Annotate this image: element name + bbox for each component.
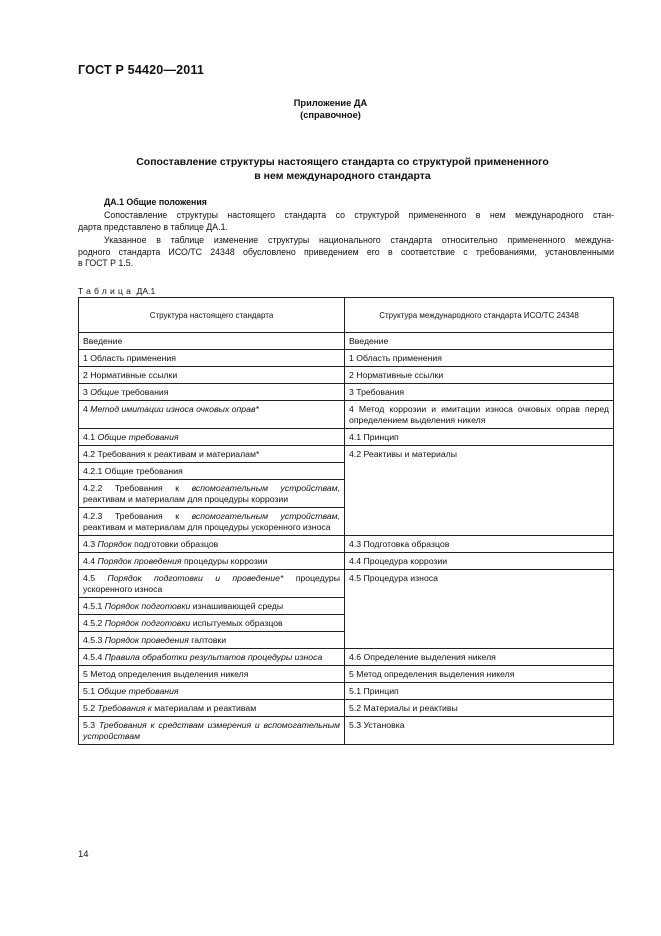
cell-national: 2 Нормативные ссылки — [79, 367, 345, 384]
table-caption-word: Таблица — [78, 286, 135, 296]
annex-title: Приложение ДА — [293, 98, 368, 108]
cell-international: 5.3 Установка — [345, 717, 614, 745]
table-caption-number: ДА.1 — [136, 286, 156, 296]
page-number: 14 — [78, 849, 89, 860]
cell-international: 4.3 Подготовка образцов — [345, 536, 614, 553]
cell-national: 4.2.1 Общие требования — [79, 463, 345, 480]
table-row — [79, 446, 614, 463]
cell-international: 5 Метод определения выделения никеля — [345, 666, 614, 683]
cell-international: 3 Требования — [345, 384, 614, 401]
table-row — [79, 570, 614, 598]
paragraph-line: в ГОСТ Р 1.5. — [78, 258, 134, 269]
cell-national: 4 Метод имитации износа очковых оправ* — [79, 401, 345, 429]
table-row — [79, 553, 614, 570]
cell-international: 5.2 Материалы и реактивы — [345, 700, 614, 717]
cell-national: 3 Общие требования — [79, 384, 345, 401]
column-header-national: Структура настоящего стандарта — [79, 298, 345, 333]
table-row — [79, 367, 614, 384]
cell-national: 4.5 Порядок подготовки и проведение* процедуры ускоренного износа — [79, 570, 345, 598]
paragraph-line: родного стандарта ИСО/ТС 24348 обусловлено приведением его в соответствие с требованиями, установленными — [78, 246, 614, 257]
cell-national: 5 Метод определения выделения никеля — [79, 666, 345, 683]
cell-national: 4.5.2 Порядок подготовки испытуемых образцов — [79, 615, 345, 632]
table-row — [79, 717, 614, 745]
cell-national: 5.2 Требования к материалам и реактивам — [79, 700, 345, 717]
document-title-line: Сопоставление структуры настоящего стандарта со структурой примененного — [136, 156, 549, 168]
cell-national: 4.4 Порядок проведения процедуры коррозии — [79, 553, 345, 570]
cell-international: 1 Область применения — [345, 350, 614, 367]
cell-national: 4.5.1 Порядок подготовки изнашивающей среды — [79, 598, 345, 615]
section-heading: ДА.1 Общие положения — [104, 197, 207, 207]
cell-national: 4.2 Требования к реактивам и материалам* — [79, 446, 345, 463]
table-row — [79, 429, 614, 446]
cell-national: 1 Область применения — [79, 350, 345, 367]
cell-international: 5.1 Принцип — [345, 683, 614, 700]
table-row — [79, 350, 614, 367]
cell-international: 4.1 Принцип — [345, 429, 614, 446]
table-row — [79, 700, 614, 717]
cell-international: 4.6 Определение выделения никеля — [345, 649, 614, 666]
annex-subtitle: (справочное) — [300, 110, 361, 120]
table-row — [79, 401, 614, 429]
cell-international: 4.4 Процедура коррозии — [345, 553, 614, 570]
paragraph-line: Сопоставление структуры настоящего стандарта со структурой примененного в нем международного стан- — [104, 210, 614, 220]
cell-international: 2 Нормативные ссылки — [345, 367, 614, 384]
cell-national: 4.1 Общие требования — [79, 429, 345, 446]
cell-national: Введение — [79, 333, 345, 350]
cell-national: 4.5.3 Порядок проведения галтовки — [79, 632, 345, 649]
document-title — [80, 156, 605, 183]
comparison-table — [78, 297, 614, 745]
paragraph-line: Указанное в таблице изменение структуры национального стандарта относительно примененного междуна- — [104, 235, 614, 245]
cell-national: 4.2.3 Требования к вспомогательным устройствам, реактивам и материалам для процедуры ускоренного износа — [79, 508, 345, 536]
table-caption — [78, 286, 155, 296]
paragraph — [78, 210, 614, 233]
cell-national: 5.3 Требования к средствам измерения и вспомогательным устройствам — [79, 717, 345, 745]
paragraph-line: дарта представлено в таблице ДА.1. — [78, 221, 228, 232]
cell-national: 4.2.2 Требования к вспомогательным устройствам, реактивам и материалам для процедуры коррозии — [79, 480, 345, 508]
cell-national: 4.3 Порядок подготовки образцов — [79, 536, 345, 553]
cell-national: 4.5.4 Правила обработки результатов процедуры износа — [79, 649, 345, 666]
table-row — [79, 384, 614, 401]
cell-international: 4 Метод коррозии и имитации износа очковых оправ перед определением выделения никеля — [345, 401, 614, 429]
cell-international: Введение — [345, 333, 614, 350]
table-row — [79, 649, 614, 666]
column-header-international: Структура международного стандарта ИСО/ТС 24348 — [345, 298, 614, 333]
table-row — [79, 333, 614, 350]
document-header: ГОСТ Р 54420—2011 — [78, 63, 205, 77]
cell-national: 5.1 Общие требования — [79, 683, 345, 700]
paragraph — [78, 235, 614, 270]
document-title-line: в нем международного стандарта — [254, 169, 431, 182]
table-header-row — [79, 298, 614, 333]
cell-international: 4.5 Процедура износа — [345, 570, 614, 649]
table-row — [79, 666, 614, 683]
cell-international: 4.2 Реактивы и материалы — [345, 446, 614, 536]
table-row — [79, 536, 614, 553]
table-row — [79, 683, 614, 700]
